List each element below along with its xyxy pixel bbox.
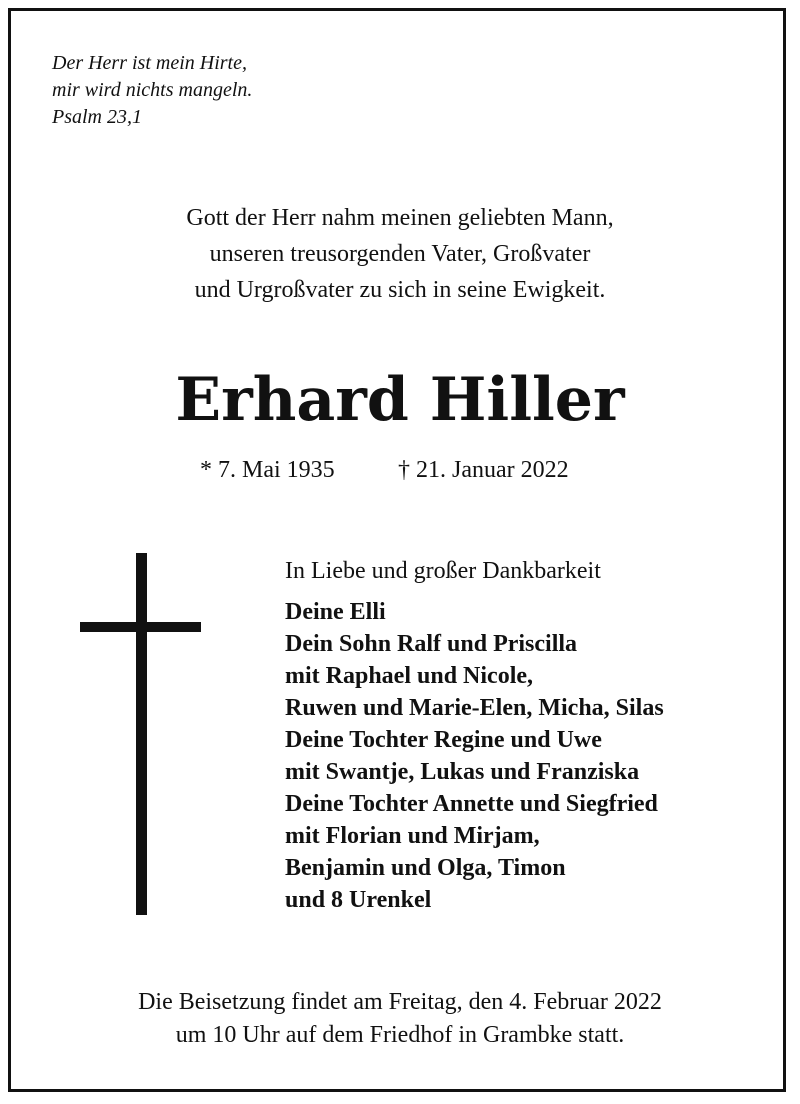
intro-text [0,200,800,308]
mourner-line: Dein Sohn Ralf und Priscilla [285,631,578,657]
obituary-border [8,8,786,1092]
death-date: † 21. Januar 2022 [398,457,569,483]
mourner-line: mit Raphael und Nicole, [285,663,534,689]
funeral-line: um 10 Uhr auf dem Friedhof in Grambke statt. [175,1022,625,1048]
mourner-line: mit Florian und Mirjam, [285,823,540,849]
intro-line: unseren treusorgenden Vater, Großvater [209,241,591,267]
psalm-quote [52,50,252,131]
mourner-line: Ruwen und Marie-Elen, Micha, Silas [285,695,664,721]
funeral-line: Die Beisetzung findet am Freitag, den 4. Februar 2022 [138,989,662,1015]
mourner-line: Deine Elli [285,599,386,625]
mourners-intro: In Liebe und großer Dankbarkeit [285,558,601,584]
mourner-line: Deine Tochter Annette und Siegfried [285,791,658,817]
intro-line: und Urgroßvater zu sich in seine Ewigkeit. [194,277,606,303]
psalm-line: mir wird nichts mangeln. [52,79,253,101]
psalm-reference: Psalm 23,1 [52,106,142,128]
intro-line: Gott der Herr nahm meinen geliebten Mann, [186,205,614,231]
mourner-line: Benjamin und Olga, Timon [285,855,566,881]
psalm-line: Der Herr ist mein Hirte, [52,52,247,74]
funeral-notice [0,986,800,1052]
deceased-name: Erhard Hiller [175,365,625,435]
cross-vertical-beam [136,553,147,915]
mourners-list [285,596,664,916]
cross-horizontal-beam [80,622,201,632]
mourner-line: mit Swantje, Lukas und Franziska [285,759,640,785]
birth-date: * 7. Mai 1935 [200,457,335,483]
mourner-line: und 8 Urenkel [285,887,432,913]
mourner-line: Deine Tochter Regine und Uwe [285,727,602,753]
